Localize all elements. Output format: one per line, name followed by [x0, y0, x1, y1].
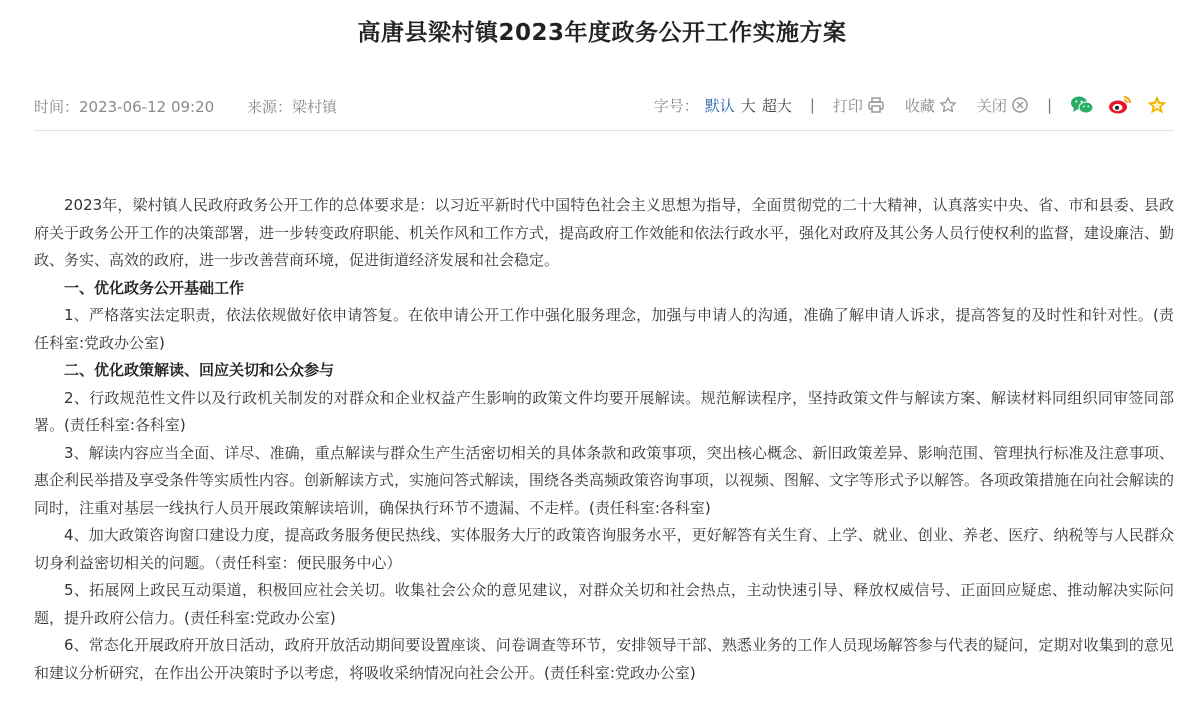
- close-button[interactable]: [977, 95, 1029, 116]
- paragraph-intro: 2023年，梁村镇人民政府政务公开工作的总体要求是：以习近平新时代中国特色社会主义思想为指导，全面贯彻党的二十大精神，认真落实中央、省、市和县委、县政府关于政务公开工作的决策部署，进一步转变政府职能、机关作风和工作方式，提高政府工作效能和依法行政水平，强化对政府及其公务人员行使权利的监督，建设廉洁、勤政、务实、高效的政府，进一步改善营商环境，促进街道经济发展和社会稳定。: [34, 196, 1175, 269]
- weibo-icon[interactable]: [1108, 95, 1132, 115]
- paragraph-item-5: 5、拓展网上政民互动渠道，积极回应社会关切。收集社会公众的意见建议，对群众关切和社会热点，主动快速引导、释放权威信号、正面回应疑虑、推动解决实际问题，提升政府公信力。(责任科室:党政办公室): [34, 581, 1174, 627]
- paragraph-item-4: 4、加大政策咨询窗口建设力度，提高政务服务便民热线、实体服务大厅的政策咨询服务水平，更好解答有关生育、上学、就业、创业、养老、医疗、纳税等与人民群众切身利益密切相关的问题。（责任科室：便民服务中心）: [34, 526, 1174, 572]
- toolbar-separator: |: [809, 96, 815, 114]
- font-size-xlarge[interactable]: 超大: [761, 96, 792, 115]
- header-divider: [34, 130, 1174, 131]
- printer-icon: [867, 96, 885, 114]
- star-outline-icon: [939, 96, 957, 114]
- close-label: 关闭: [976, 96, 1007, 115]
- star-favorite-icon[interactable]: [1146, 94, 1168, 116]
- article-meta: [34, 96, 337, 117]
- article-title: 高唐县梁村镇2023年度政务公开工作实施方案: [357, 20, 847, 46]
- print-button[interactable]: [833, 95, 885, 116]
- toolbar-separator-2: |: [1046, 96, 1052, 114]
- print-label: 打印: [832, 96, 863, 115]
- article-source: 来源：梁村镇: [246, 98, 337, 116]
- section-heading-2: 二、优化政策解读、回应关切和公众参与: [64, 361, 335, 379]
- paragraph-item-3: 3、解读内容应当全面、详尽、准确，重点解读与群众生产生活密切相关的具体条款和政策事项，突出核心概念、新旧政策差异、影响范围、管理执行标准及注意事项、惠企利民举措及享受条件等实质性内容。创新解读方式，实施问答式解读，围绕各类高频政策咨询事项，以视频、图解、文字等形式予以解答。各项政策措施在向社会解读的同时，注重对基层一线执行人员开展政策解读培训，确保执行环节不遗漏、不走样。(责任科室:各科室): [34, 443, 1175, 517]
- section-heading-1: 一、优化政务公开基础工作: [64, 278, 245, 297]
- font-size-default[interactable]: 默认: [704, 96, 735, 115]
- publish-time: 时间：2023-06-12 09:20: [34, 98, 215, 116]
- paragraph-item-6: 6、常态化开展政府开放日活动，政府开放活动期间要设置座谈、问卷调查等环节，安排领导干部、熟悉业务的工作人员现场解答参与代表的疑问，定期对收集到的意见和建议分析研究，在作出公开决策时予以考虑，将吸收采纳情况向社会公开。(责任科室:党政办公室): [34, 636, 1174, 682]
- favorite-label: 收藏: [904, 96, 935, 115]
- share-bar: [1070, 94, 1168, 116]
- favorite-button[interactable]: [905, 95, 957, 116]
- paragraph-item-1: 1、严格落实法定职责，依法依规做好依申请答复。在依申请公开工作中强化服务理念，加强与申请人的沟通，准确了解申请人诉求，提高答复的及时性和针对性。(责任科室:党政办公室): [34, 306, 1174, 352]
- close-circle-icon: [1011, 96, 1029, 114]
- font-size-label: 字号：: [653, 96, 699, 115]
- paragraph-item-2: 2、行政规范性文件以及行政机关制发的对群众和企业权益产生影响的政策文件均要开展解读。规范解读程序，坚持政策文件与解读方案、解读材料同组织同审签同部署。(责任科室:各科室): [34, 388, 1174, 434]
- wechat-icon[interactable]: [1070, 95, 1094, 115]
- font-size-large[interactable]: 大: [740, 96, 756, 115]
- article-body: [34, 192, 1174, 687]
- article-toolbar: [654, 94, 1168, 116]
